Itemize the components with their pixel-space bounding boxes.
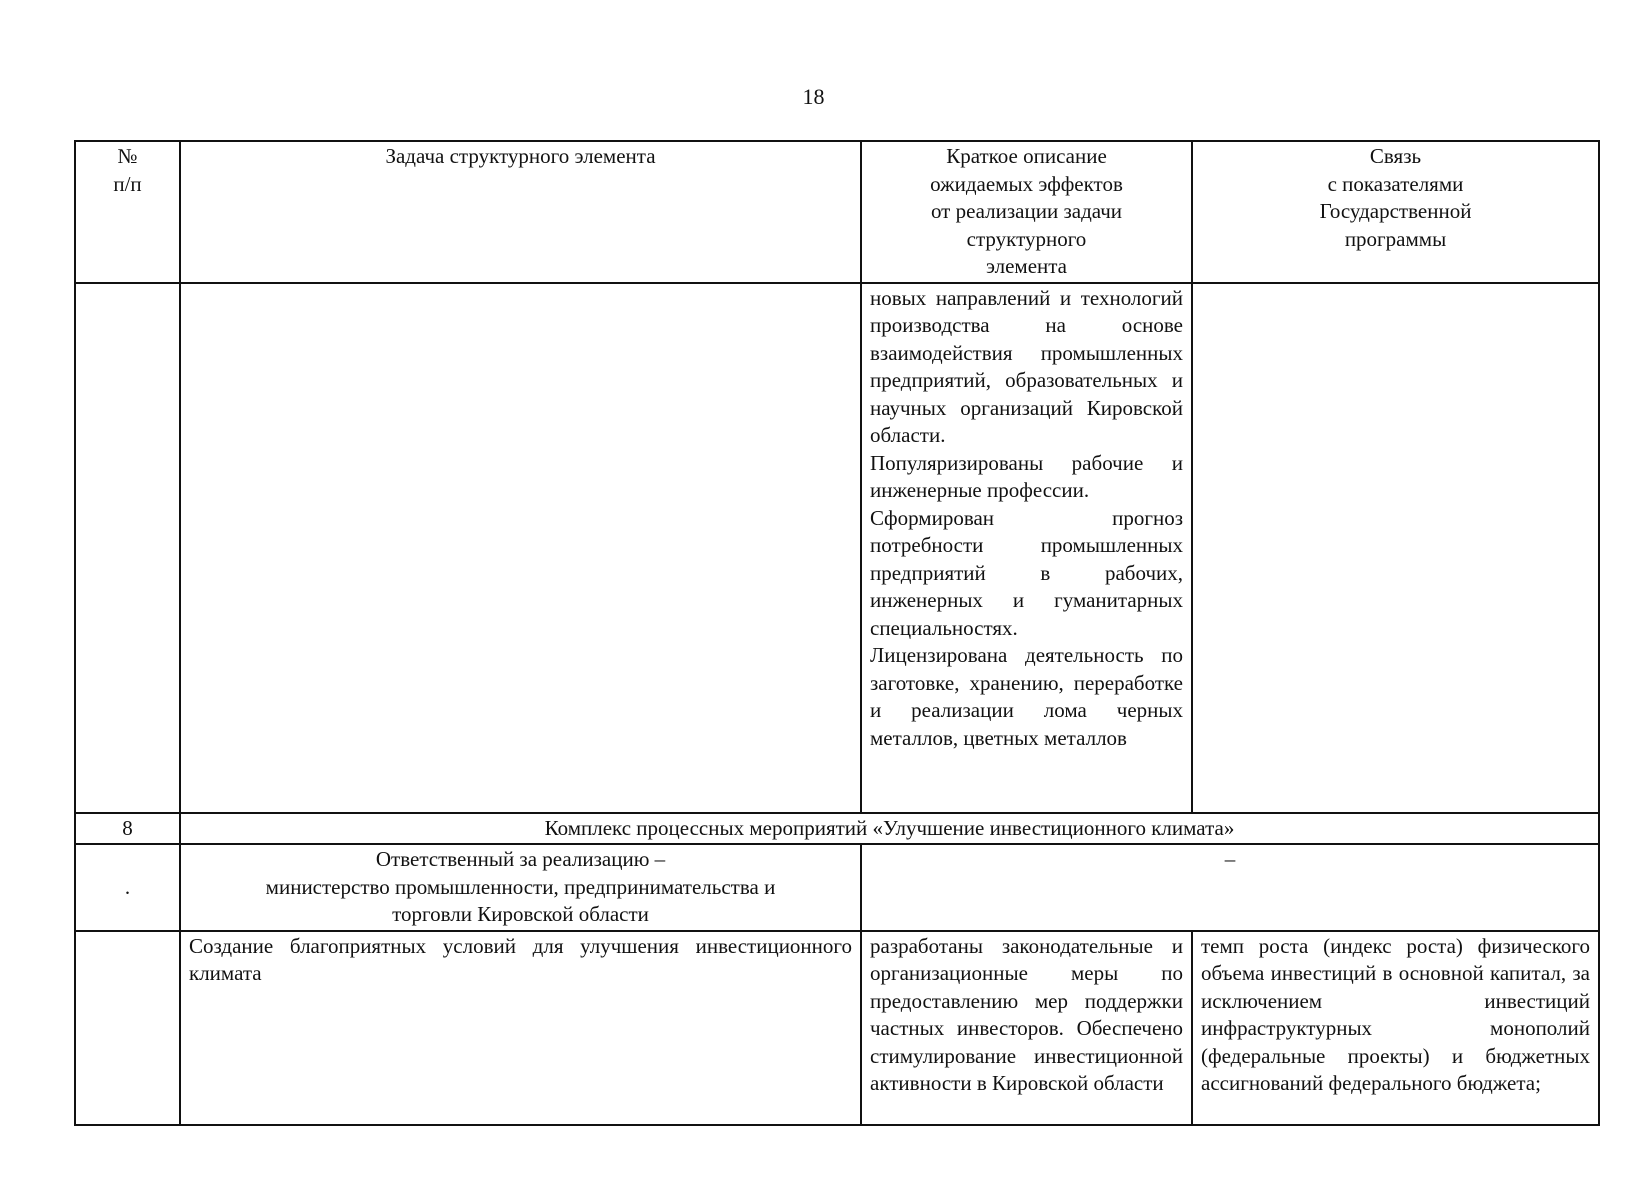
effects-paragraph: Популяризированы рабочие и инженерные профессии. <box>870 450 1183 502</box>
cell-task: Создание благоприятных условий для улучшения инвестиционного климата <box>180 931 861 1125</box>
cell-indicators: темп роста (индекс роста) физического объема инвестиций в основной капитал, за исключением инвестиций инфраструктурных монополий (федеральные проекты) и бюджетных ассигнований федерального бюджета; <box>1192 931 1599 1125</box>
responsible-num-mark: . <box>75 844 180 931</box>
cell-num <box>75 931 180 1125</box>
effects-paragraph: Сформирован прогноз потребности промышленных предприятий в рабочих, инженерных и гуманитарных специальностях. <box>870 505 1183 640</box>
responsible-text: Ответственный за реализацию – министерство промышленности, предпринимательства и торговли Кировской области <box>180 844 861 931</box>
responsible-row <box>75 844 1599 931</box>
header-num: № п/п <box>75 141 180 283</box>
table-header-row <box>75 141 1599 283</box>
cell-num <box>75 283 180 813</box>
cell-task <box>180 283 861 813</box>
header-task: Задача структурного элемента <box>180 141 861 283</box>
cell-effects: разработаны законодательные и организационные меры по предоставлению мер поддержки частных инвесторов. Обеспечено стимулирование инвестиционной активности в Кировской области <box>861 931 1192 1125</box>
header-effects: Краткое описание ожидаемых эффектов от реализации задачи структурного элемента <box>861 141 1192 283</box>
table-row <box>75 283 1599 813</box>
structural-elements-table <box>74 140 1600 1126</box>
effects-paragraph: новых направлений и технологий производства на основе взаимодействия промышленных предприятий, образовательных и научных организаций Кировской области. <box>870 285 1183 447</box>
section-title: Комплекс процессных мероприятий «Улучшение инвестиционного климата» <box>180 813 1599 845</box>
cell-indicators <box>1192 283 1599 813</box>
responsible-dash: – <box>861 844 1599 931</box>
page-number: 18 <box>802 84 825 109</box>
cell-effects <box>861 283 1192 813</box>
effects-paragraph: Лицензирована деятельность по заготовке, хранению, переработке и реализации лома черных металлов, цветных металлов <box>870 643 1183 750</box>
table-row <box>75 931 1599 1125</box>
header-indicators: Связь с показателями Государственной программы <box>1192 141 1599 283</box>
section-row <box>75 813 1599 845</box>
section-num: 8 <box>75 813 180 845</box>
